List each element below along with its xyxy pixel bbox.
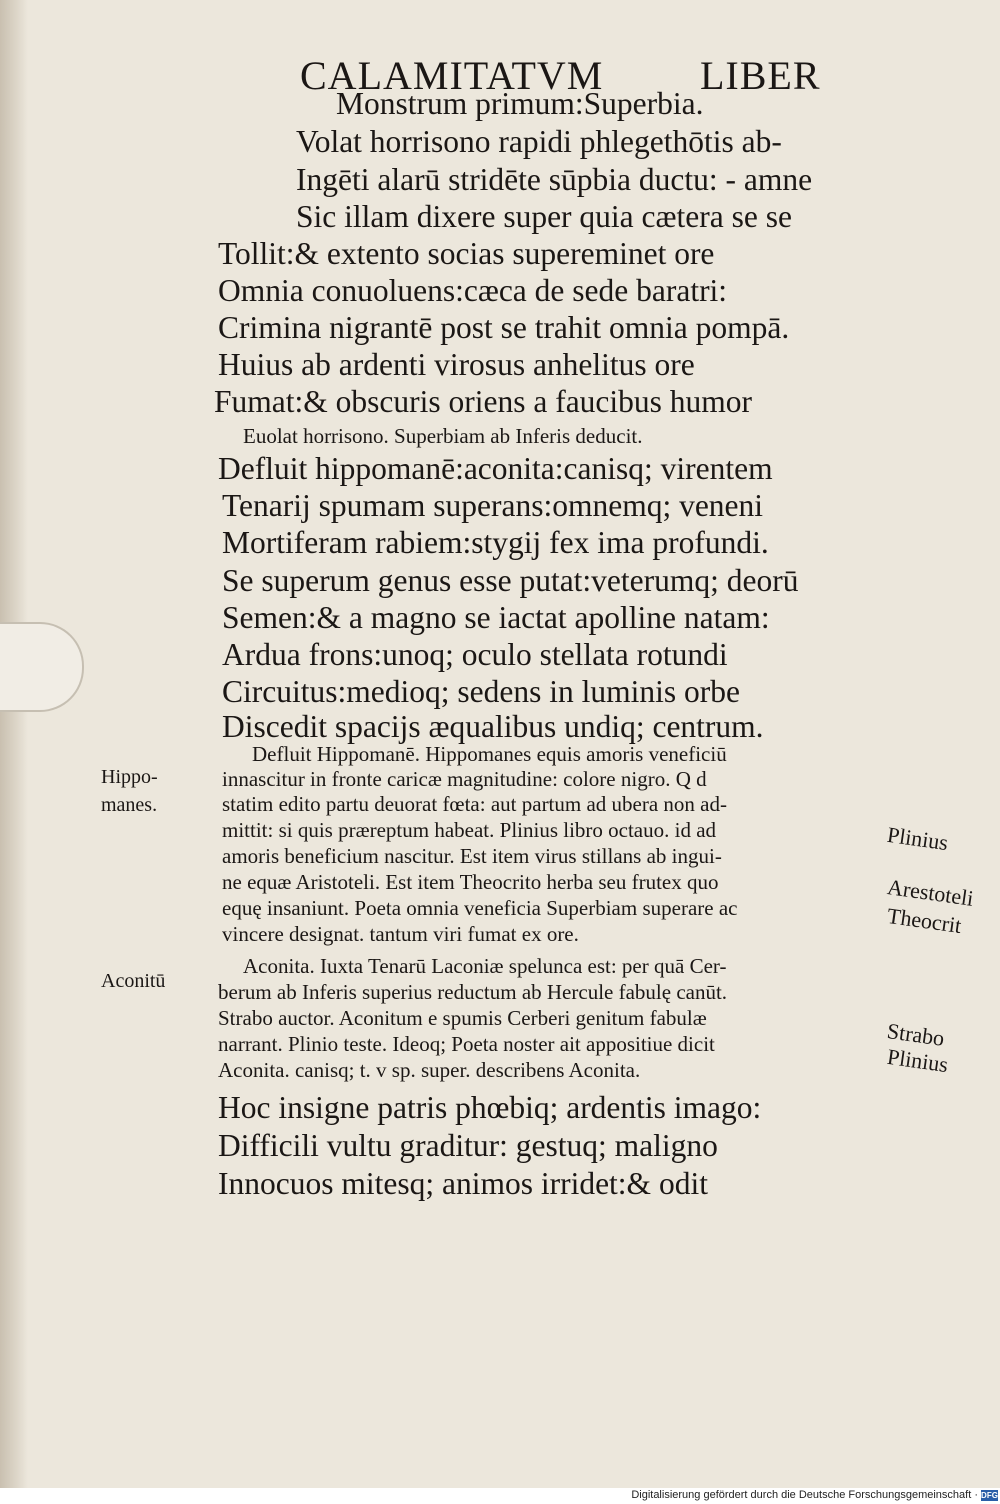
commentary-line: narrant. Plinio teste. Ideoq; Poeta noster ait appositiue dicit <box>218 1032 715 1056</box>
text-line: Hoc insigne patris phœbiq; ardentis imago: <box>218 1090 762 1125</box>
text-line: Huius ab ardenti virosus anhelitus ore <box>218 347 695 382</box>
margin-note-left: manes. <box>101 794 158 816</box>
text-line: Circuitus:medioq; sedens in luminis orbe <box>222 674 740 709</box>
commentary-line: amoris beneficium nascitur. Est item virus stillans ab ingui- <box>222 844 722 868</box>
margin-note-right: Plinius <box>885 821 950 856</box>
commentary-line: innascitur in fronte caricæ magnitudine: colore nigro. Q d <box>222 767 707 791</box>
dfg-logo: DFG <box>981 1491 998 1500</box>
margin-note-left: Hippo- <box>101 766 158 788</box>
text-line: Difficili vultu graditur: gestuq; maligno <box>218 1128 718 1163</box>
text-line: Fumat:& obscuris oriens a faucibus humor <box>214 384 753 419</box>
text-line: Sic illam dixere super quia cætera se se <box>296 199 792 234</box>
commentary-line: berum ab Inferis superius reductum ab Hercule fabulę canūt. <box>218 980 728 1004</box>
commentary-line: statim edito partu deuorat fœta: aut partum ad ubera non ad- <box>222 792 727 816</box>
commentary-line: Euolat horrisono. Superbiam ab Inferis deducit. <box>243 424 643 448</box>
commentary-line: vincere designat. tantum viri fumat ex ore. <box>222 922 579 946</box>
text-line: Ardua frons:unoq; oculo stellata rotundi <box>222 637 728 672</box>
commentary-line: ne equæ Aristoteli. Est item Theocrito herba seu frutex quo <box>222 870 719 894</box>
text-line: Tollit:& extento socias supereminet ore <box>218 236 715 271</box>
text-line: Volat horrisono rapidi phlegethōtis ab- <box>296 124 782 159</box>
text-line: Tenarij spumam superans:omnemq; veneni <box>222 488 764 523</box>
text-line: Se superum genus esse putat:veterumq; deorū <box>222 563 799 598</box>
text-line: Monstrum primum:Superbia. <box>336 86 704 121</box>
margin-note-right: Strabo <box>885 1018 946 1051</box>
funding-notice: Digitalisierung gefördert durch die Deutsche Forschungsgemeinschaft · <box>631 1489 978 1501</box>
header-title: CALAMITATVM <box>300 53 604 98</box>
page-clip <box>0 622 84 712</box>
text-line: Crimina nigrantē post se trahit omnia pompā. <box>218 310 790 345</box>
text-line: Ingēti alarū stridēte sūpbia ductu: - amne <box>296 162 813 197</box>
commentary-line: equę insaniunt. Poeta omnia veneficia Superbiam superare ac <box>222 896 738 920</box>
commentary-line: Defluit Hippomanē. Hippomanes equis amoris veneficiū <box>252 742 727 766</box>
book-spine-shadow <box>0 0 28 1488</box>
footer-bar <box>0 1488 1000 1504</box>
margin-note-left: Aconitū <box>101 970 166 992</box>
margin-note-right: Theocrit <box>885 902 963 939</box>
text-line: Innocuos mitesq; animos irridet:& odit <box>218 1166 708 1201</box>
text-line: Discedit spacijs æqualibus undiq; centrum. <box>222 709 764 744</box>
margin-note-right: Arestoteli <box>885 874 976 911</box>
commentary-line: Aconita. Iuxta Tenarū Laconiæ spelunca est: per quā Cer- <box>243 954 727 978</box>
commentary-line: Aconita. canisq; t. v sp. super. describens Aconita. <box>218 1058 641 1082</box>
text-line: Omnia conuoluens:cæca de sede baratri: <box>218 273 728 308</box>
text-line: Defluit hippomanē:aconita:canisq; virentem <box>218 451 773 486</box>
margin-note-right: Plinius <box>885 1043 950 1078</box>
text-line: Mortiferam rabiem:stygij fex ima profundi. <box>222 525 769 560</box>
commentary-line: Strabo auctor. Aconitum e spumis Cerberi genitum fabulæ <box>218 1006 707 1030</box>
commentary-line: mittit: si quis præreptum habeat. Plinius libro octauo. id ad <box>222 818 717 842</box>
header-book-label: LIBER <box>700 53 821 98</box>
text-line: Semen:& a magno se iactat apolline natam: <box>222 600 770 635</box>
